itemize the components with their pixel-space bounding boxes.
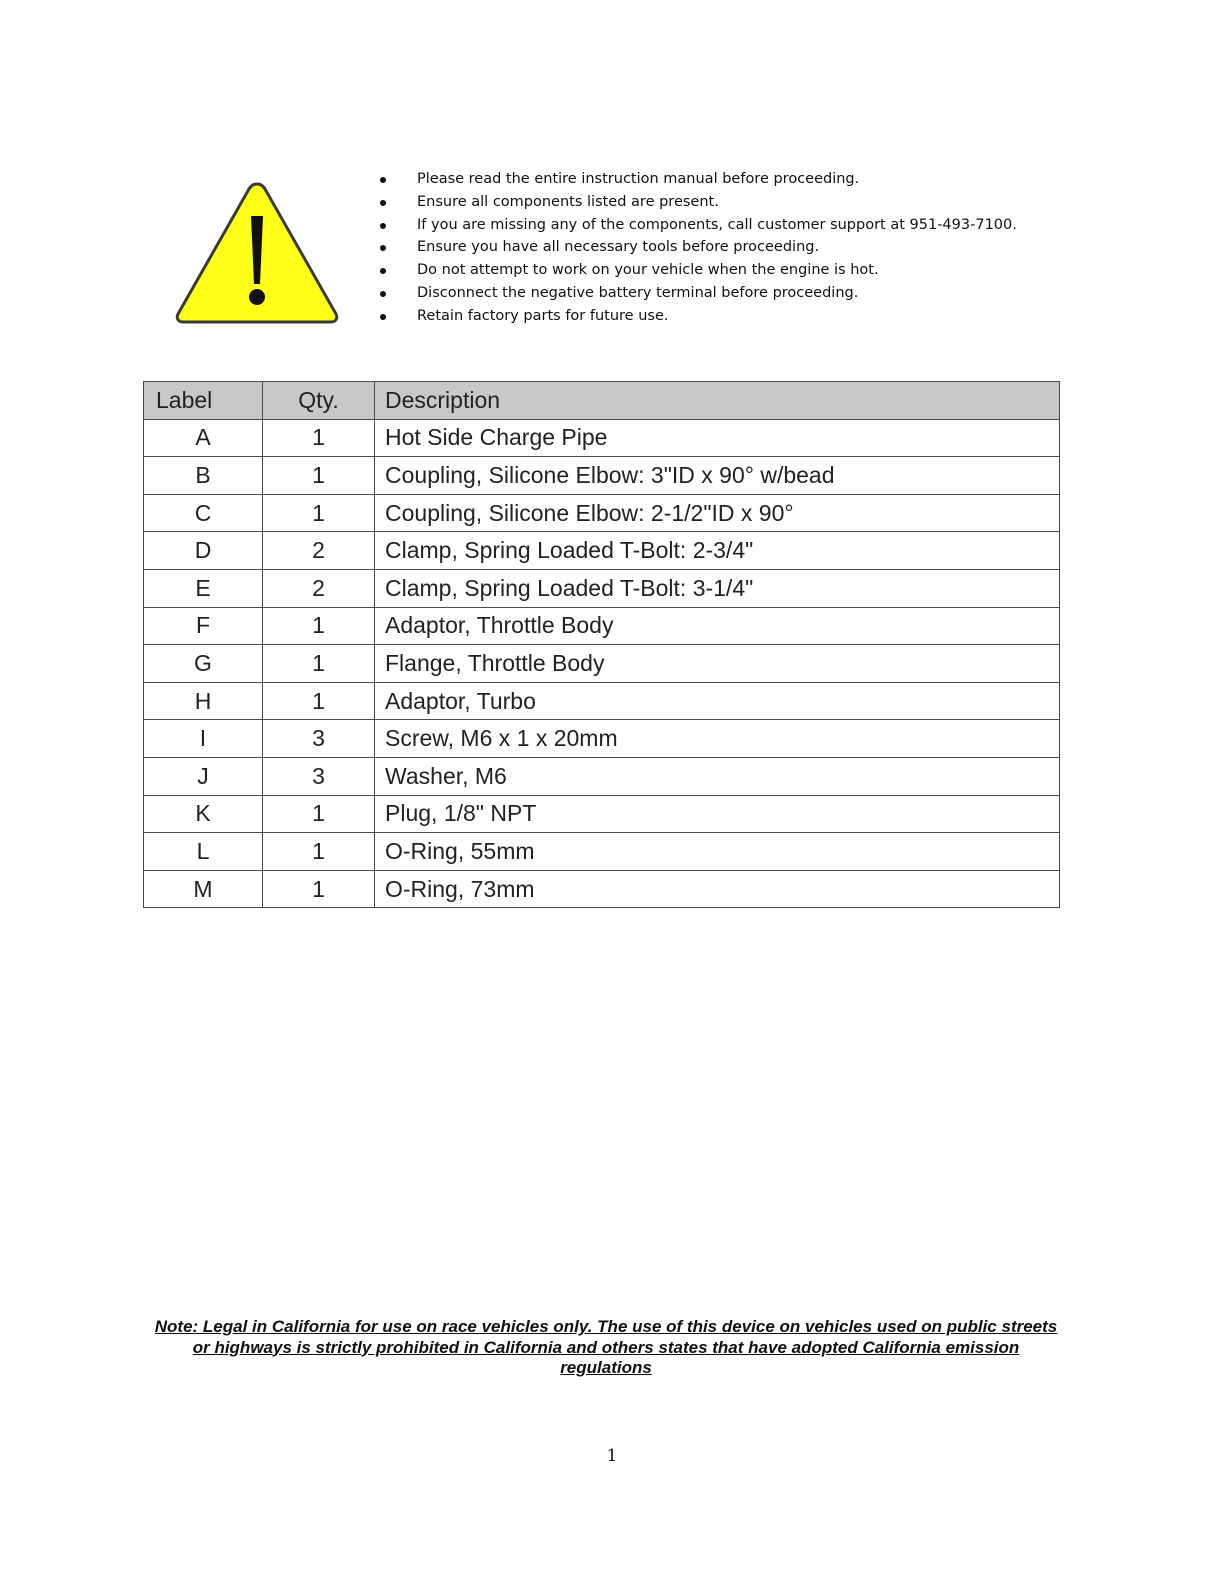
cell-description: Clamp, Spring Loaded T-Bolt: 3-1/4" <box>375 569 1060 607</box>
cell-description: Hot Side Charge Pipe <box>375 419 1060 457</box>
cell-description: Flange, Throttle Body <box>375 645 1060 683</box>
cell-label: C <box>144 494 263 532</box>
cell-description: Adaptor, Throttle Body <box>375 607 1060 645</box>
warning-item: Retain factory parts for future use. <box>378 305 1017 328</box>
cell-qty: 1 <box>263 682 375 720</box>
header-label: Label <box>144 382 263 420</box>
cell-qty: 1 <box>263 870 375 908</box>
cell-label: F <box>144 607 263 645</box>
cell-label: G <box>144 645 263 683</box>
cell-description: O-Ring, 73mm <box>375 870 1060 908</box>
warning-item: Ensure you have all necessary tools before proceeding. <box>378 236 1017 259</box>
warning-item: If you are missing any of the components, call customer support at 951-493-7100. <box>378 214 1017 237</box>
cell-label: J <box>144 757 263 795</box>
table-row <box>144 870 1060 908</box>
table-row <box>144 607 1060 645</box>
parts-table <box>143 381 1060 908</box>
table-row <box>144 457 1060 495</box>
table-header-row <box>144 382 1060 420</box>
table-row <box>144 833 1060 871</box>
table-row <box>144 757 1060 795</box>
cell-description: Coupling, Silicone Elbow: 3"ID x 90° w/bead <box>375 457 1060 495</box>
table-row <box>144 569 1060 607</box>
table-row <box>144 645 1060 683</box>
header-qty: Qty. <box>263 382 375 420</box>
cell-qty: 1 <box>263 833 375 871</box>
cell-description: Washer, M6 <box>375 757 1060 795</box>
cell-description: Plug, 1/8" NPT <box>375 795 1060 833</box>
cell-description: Coupling, Silicone Elbow: 2-1/2"ID x 90° <box>375 494 1060 532</box>
cell-label: I <box>144 720 263 758</box>
cell-label: M <box>144 870 263 908</box>
table-row <box>144 720 1060 758</box>
cell-label: B <box>144 457 263 495</box>
cell-label: H <box>144 682 263 720</box>
warning-triangle-icon <box>174 178 340 328</box>
page-number: 1 <box>606 1446 618 1466</box>
legal-note: Note: Legal in California for use on race vehicles only. The use of this device on vehicles used on public streets or highways is strictly prohibited in California and others states that have adopted California emission regulations <box>154 1317 1058 1377</box>
warning-item: Do not attempt to work on your vehicle when the engine is hot. <box>378 259 1017 282</box>
header-description: Description <box>375 382 1060 420</box>
cell-label: E <box>144 569 263 607</box>
warning-item: Ensure all components listed are present. <box>378 191 1017 214</box>
cell-description: O-Ring, 55mm <box>375 833 1060 871</box>
cell-description: Screw, M6 x 1 x 20mm <box>375 720 1060 758</box>
cell-qty: 1 <box>263 795 375 833</box>
cell-qty: 2 <box>263 569 375 607</box>
cell-qty: 1 <box>263 494 375 532</box>
table-row <box>144 682 1060 720</box>
cell-qty: 1 <box>263 645 375 683</box>
cell-qty: 1 <box>263 607 375 645</box>
cell-qty: 1 <box>263 457 375 495</box>
warning-item: Disconnect the negative battery terminal before proceeding. <box>378 282 1017 305</box>
cell-label: A <box>144 419 263 457</box>
cell-description: Clamp, Spring Loaded T-Bolt: 2-3/4" <box>375 532 1060 570</box>
table-row <box>144 494 1060 532</box>
cell-label: K <box>144 795 263 833</box>
table-row <box>144 532 1060 570</box>
cell-qty: 2 <box>263 532 375 570</box>
cell-qty: 3 <box>263 757 375 795</box>
table-row <box>144 795 1060 833</box>
cell-description: Adaptor, Turbo <box>375 682 1060 720</box>
cell-qty: 3 <box>263 720 375 758</box>
table-row <box>144 419 1060 457</box>
cell-label: L <box>144 833 263 871</box>
warning-list <box>378 168 1017 328</box>
cell-qty: 1 <box>263 419 375 457</box>
parts-table-body <box>144 419 1060 908</box>
cell-label: D <box>144 532 263 570</box>
warning-item: Please read the entire instruction manual before proceeding. <box>378 168 1017 191</box>
